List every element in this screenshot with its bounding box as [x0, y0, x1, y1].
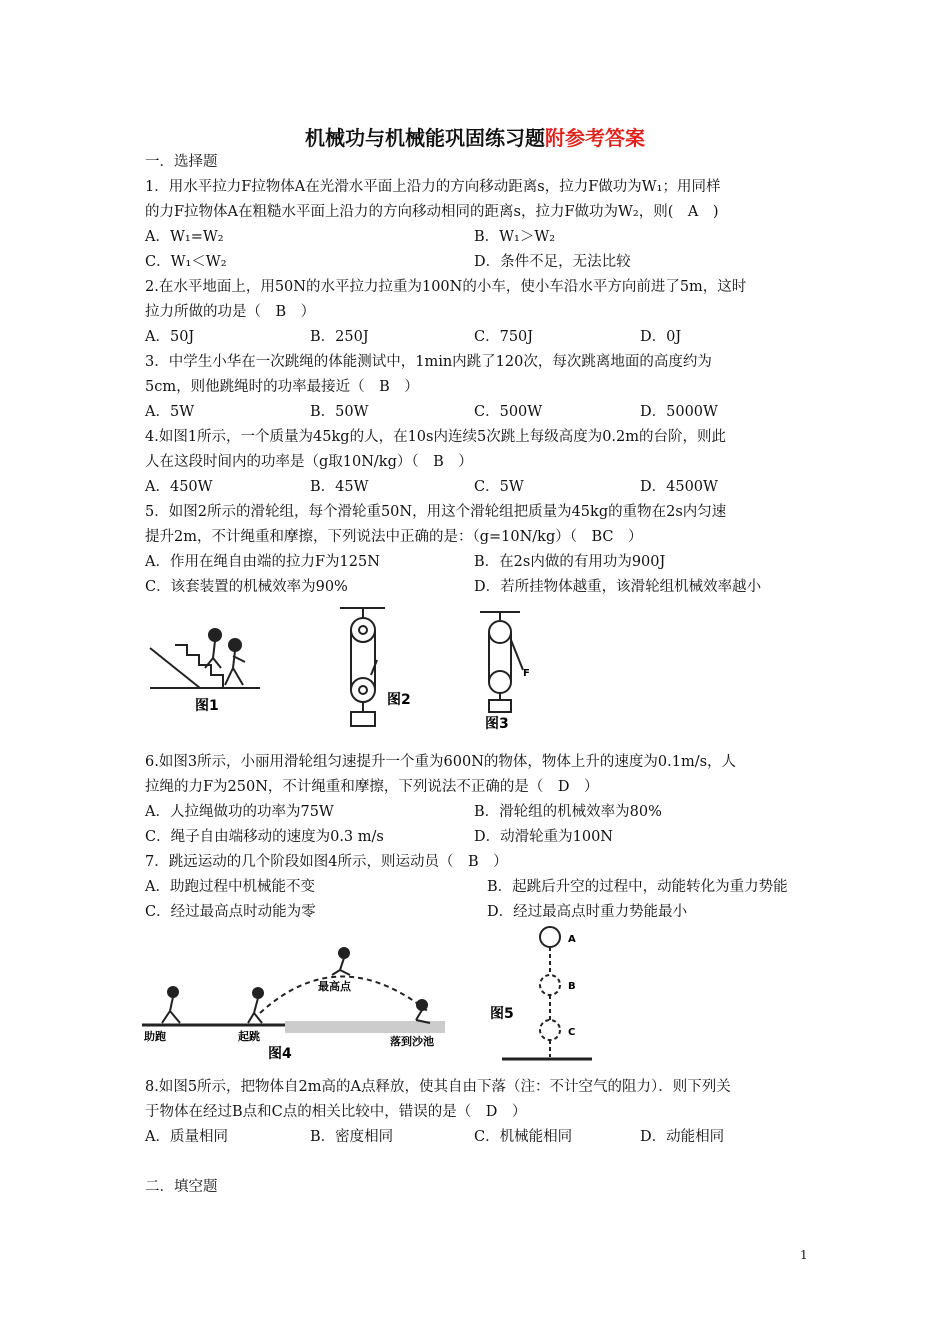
option: A．50J — [145, 329, 195, 345]
option: C．机械能相同 — [474, 1129, 573, 1145]
question-stem: 拉绳的力F为250N，不计绳重和摩擦，下列说法不正确的是（ D ） — [145, 779, 599, 795]
option: C．经过最高点时动能为零 — [145, 904, 316, 920]
question-stem: 3．中学生小华在一次跳绳的体能测试中，1min内跳了120次，每次跳离地面的高度约为 — [145, 354, 712, 370]
option: A．人拉绳做功的功率为75W — [145, 804, 334, 820]
stairs-diagram — [150, 629, 260, 688]
option: C．W₁＜W₂ — [145, 254, 227, 270]
question-stem: 1．用水平拉力F拉物体A在光滑水平面上沿力的方向移动距离s，拉力F做功为W₁；用同样 — [145, 179, 721, 195]
answer-tag: 附参考答案 — [545, 126, 645, 150]
question-stem: 的力F拉物体A在粗糙水平面上沿力的方向移动相同的距离s，拉力F做功为W₂，则( A ) — [145, 204, 719, 220]
point-label: A — [568, 934, 576, 945]
pulley-diagram — [480, 612, 523, 712]
option: C．500W — [474, 404, 543, 420]
stage-label: 起跳 — [238, 1030, 260, 1043]
question-stem: 于物体在经过B点和C点的相关比较中，错误的是（ D ） — [145, 1104, 527, 1120]
option: B．在2s内做的有用功为900J — [474, 554, 666, 570]
option: C．750J — [474, 329, 534, 345]
option: D．若所挂物体越重，该滑轮组机械效率越小 — [474, 579, 762, 595]
option: D．经过最高点时重力势能最小 — [487, 904, 688, 920]
option: D．动能相同 — [640, 1129, 725, 1145]
stage-label: 落到沙池 — [390, 1035, 434, 1048]
long-jump-diagram — [142, 948, 445, 1033]
option: C．该套装置的机械效率为90% — [145, 579, 348, 595]
force-label: F — [523, 668, 530, 679]
option: D．条件不足，无法比较 — [474, 254, 631, 270]
option: A．作用在绳自由端的拉力F为125N — [145, 554, 380, 570]
question-stem: 6.如图3所示，小丽用滑轮组匀速提升一个重为600N的物体，物体上升的速度为0.1m/s，人 — [145, 754, 737, 770]
option: D．4500W — [640, 479, 718, 495]
question-stem: 人在这段时间内的功率是（g取10N/kg）（ B ） — [145, 454, 473, 470]
stage-label: 助跑 — [144, 1030, 166, 1043]
option: B．50W — [310, 404, 369, 420]
figure-caption: 图5 — [490, 1006, 514, 1022]
question-stem: 2.在水平地面上，用50N的水平拉力拉重为100N的小车，使小车沿水平方向前进了5m，这时 — [145, 279, 747, 295]
option: A．助跑过程中机械能不变 — [145, 879, 315, 895]
option: B．W₁＞W₂ — [474, 229, 556, 245]
option: B．250J — [310, 329, 369, 345]
page-title: 机械功与机械能巩固练习题附参考答案 — [305, 126, 645, 150]
option: B．密度相同 — [310, 1129, 394, 1145]
option: D．动滑轮重为100N — [474, 829, 613, 845]
question-stem: 5cm，则他跳绳时的功率最接近（ B ） — [145, 379, 419, 395]
point-label: C — [568, 1027, 576, 1038]
option: C．绳子自由端移动的速度为0.3 m/s — [145, 829, 384, 845]
stage-label: 最高点 — [318, 980, 351, 993]
section-heading: 二．填空题 — [145, 1179, 218, 1195]
option: D．5000W — [640, 404, 718, 420]
question-stem: 4.如图1所示，一个质量为45kg的人，在10s内连续5次跳上每级高度为0.2m的台阶，则此 — [145, 429, 727, 445]
question-stem: 7．跳远运动的几个阶段如图4所示，则运动员（ B ） — [145, 854, 508, 870]
figure-caption: 图1 — [195, 698, 219, 714]
option: A．W₁=W₂ — [145, 229, 224, 245]
question-stem: 拉力所做的功是（ B ） — [145, 304, 316, 320]
option: A．质量相同 — [145, 1129, 228, 1145]
figures-4-5 — [140, 925, 600, 1065]
section-heading: 一．选择题 — [145, 154, 218, 170]
option: C．5W — [474, 479, 524, 495]
option: B．45W — [310, 479, 369, 495]
option: B．起跳后升空的过程中，动能转化为重力势能 — [487, 879, 788, 895]
option: A．450W — [145, 479, 213, 495]
free-fall-diagram — [502, 927, 592, 1059]
figure-caption: 图2 — [387, 692, 411, 708]
question-stem: 8.如图5所示，把物体自2m高的A点释放，使其自由下落（注：不计空气的阻力）．则下列关 — [145, 1079, 731, 1095]
question-stem: 提升2m，不计绳重和摩擦，下列说法中正确的是：（g=10N/kg）（ BC ） — [145, 529, 643, 545]
point-label: B — [568, 981, 576, 992]
option: A．5W — [145, 404, 195, 420]
question-stem: 5．如图2所示的滑轮组，每个滑轮重50N，用这个滑轮组把质量为45kg的重物在2s内匀速 — [145, 504, 727, 520]
option: B．滑轮组的机械效率为80% — [474, 804, 662, 820]
figure-caption: 图4 — [268, 1046, 292, 1062]
figures-1-3 — [145, 600, 530, 735]
figure-caption: 图3 — [485, 716, 509, 732]
option: D．0J — [640, 329, 682, 345]
page-number: 1 — [800, 1248, 808, 1262]
pulley-diagram — [340, 608, 385, 726]
